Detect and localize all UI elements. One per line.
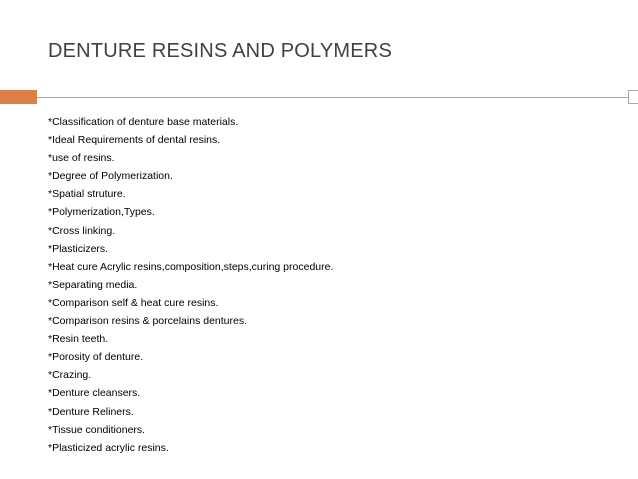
list-item: *Spatial struture. [48,188,126,201]
accent-bar [0,90,37,104]
list-item: *Resin teeth. [48,333,109,346]
list-item: *use of resins. [48,152,115,165]
list-item: *Crazing. [48,369,92,382]
list-item: *Comparison self & heat cure resins. [48,296,219,309]
topic-list [48,113,333,457]
list-item: *Tissue conditioners. [48,423,146,436]
list-item: *Separating media. [48,278,138,291]
title-divider [37,97,628,98]
list-item: *Denture cleansers. [48,387,141,400]
list-item: *Comparison resins & porcelains dentures. [48,315,248,328]
list-item: *Porosity of denture. [48,351,144,364]
list-item: *Ideal Requirements of dental resins. [48,134,221,147]
list-item: *Plasticized acrylic resins. [48,441,169,454]
list-item: *Heat cure Acrylic resins,composition,steps,curing procedure. [48,260,334,273]
list-item: *Degree of Polymerization. [48,170,173,183]
list-item: *Classification of denture base materials. [48,116,239,128]
list-item: *Plasticizers. [48,242,109,255]
list-item: *Denture Reliners. [48,405,134,418]
slide-title: DENTURE RESINS AND POLYMERS [48,40,392,62]
list-item: *Cross linking. [48,224,116,237]
list-item: *Polymerization,Types. [48,206,155,219]
divider-end-box [628,90,638,104]
